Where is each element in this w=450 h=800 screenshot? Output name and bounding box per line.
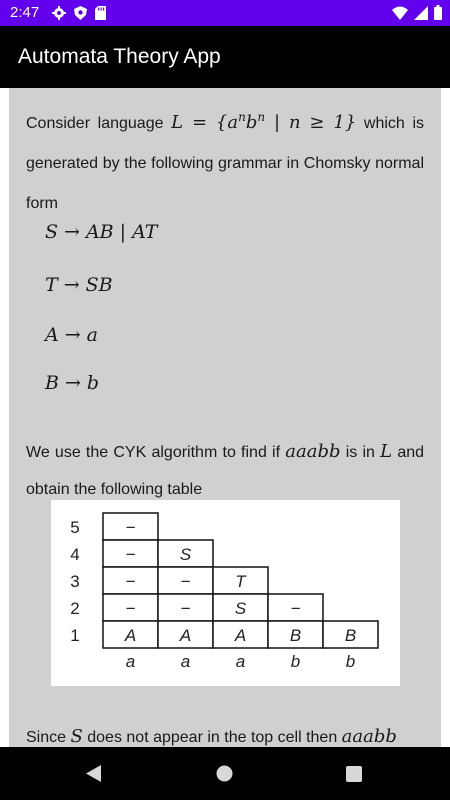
conclusion-word: aaabb [341,726,397,747]
cell-value: − [125,599,136,618]
cell-value: B [344,626,357,645]
cyk-text-1: We use the CYK algorithm to find if [26,444,286,461]
grammar-rule-s [45,221,157,243]
rule-rhs: SB [85,274,113,296]
lesson-card [9,88,441,747]
app-title: Automata Theory App [18,45,221,68]
rule-lhs: B [45,372,59,394]
navigation-bar [0,747,450,800]
rule-arrow: → [64,221,80,243]
input-symbol: a [125,652,136,671]
back-icon[interactable] [86,765,102,782]
cell-value: S [179,545,192,564]
status-time: 2:47 [10,4,40,21]
conclusion-text-2: does not appear in the top cell then [82,729,342,746]
row-label: 1 [70,626,80,645]
cyk-table-image [51,500,400,686]
cell-value: − [125,572,136,591]
cyk-text-3: and obtain the following table [26,444,425,498]
exponent-1: n [238,110,246,124]
language-b: b [245,112,258,133]
language-condition: | n ≥ 1} [265,112,357,133]
input-symbol: b [290,652,301,671]
sd-card-icon [95,6,106,20]
cyk-table [51,500,400,686]
wifi-icon [392,6,408,20]
rule-arrow: → [64,324,81,346]
row-label: 5 [70,518,80,537]
status-left-icons [52,6,106,20]
grammar-rule-b [45,372,99,394]
language-definition [171,112,356,133]
content-scroll-area[interactable] [0,88,450,747]
cell-value: T [235,572,246,591]
recents-icon[interactable] [346,766,362,782]
input-symbol: a [180,652,191,671]
cyk-text-2: is in [340,444,381,461]
grammar-rule-t [45,274,113,296]
rule-lhs: T [45,274,58,296]
row-label: 3 [70,572,80,591]
grammar-rule-a [45,324,98,346]
intro-text-2: which is generated by the following grammar in Chomsky normal form [26,115,424,212]
cell-value: − [290,599,301,618]
language-lhs: L = {a [171,112,239,133]
rule-arrow: → [64,372,81,394]
battery-icon [434,5,442,20]
intro-text-1: Consider language [26,115,172,132]
signal-icon [414,6,428,20]
cell-value: A [234,626,247,645]
gear-icon [52,6,66,20]
rule-rhs: AB | AT [85,221,158,243]
status-right-icons [392,5,442,20]
exponent-2: n [257,110,266,124]
rule-lhs: S [45,221,59,243]
cell-value: A [179,626,192,645]
row-label: 2 [70,599,80,618]
status-bar [0,0,450,26]
cyk-paragraph [26,433,424,508]
conclusion-text-1: Since [26,729,71,746]
input-symbol: b [345,652,356,671]
cyk-word: aaabb [285,441,341,462]
intro-paragraph [26,96,424,224]
cell-value: S [234,599,247,618]
conclusion-paragraph [26,724,424,747]
rule-lhs: A [45,324,59,346]
cell-value: − [180,572,191,591]
shield-icon [74,6,87,20]
cell-value: − [125,518,136,537]
app-bar [0,26,450,88]
rule-rhs: b [86,372,100,394]
rule-rhs: a [86,324,98,346]
conclusion-symbol: S [70,726,83,747]
cell-value: − [180,599,191,618]
input-symbol: a [235,652,246,671]
rule-arrow: → [63,274,80,296]
cell-value: − [125,545,136,564]
cell-value: B [289,626,302,645]
cyk-language: L [380,441,393,462]
row-label: 4 [70,545,80,564]
cell-value: A [124,626,137,645]
home-icon[interactable] [216,765,233,782]
